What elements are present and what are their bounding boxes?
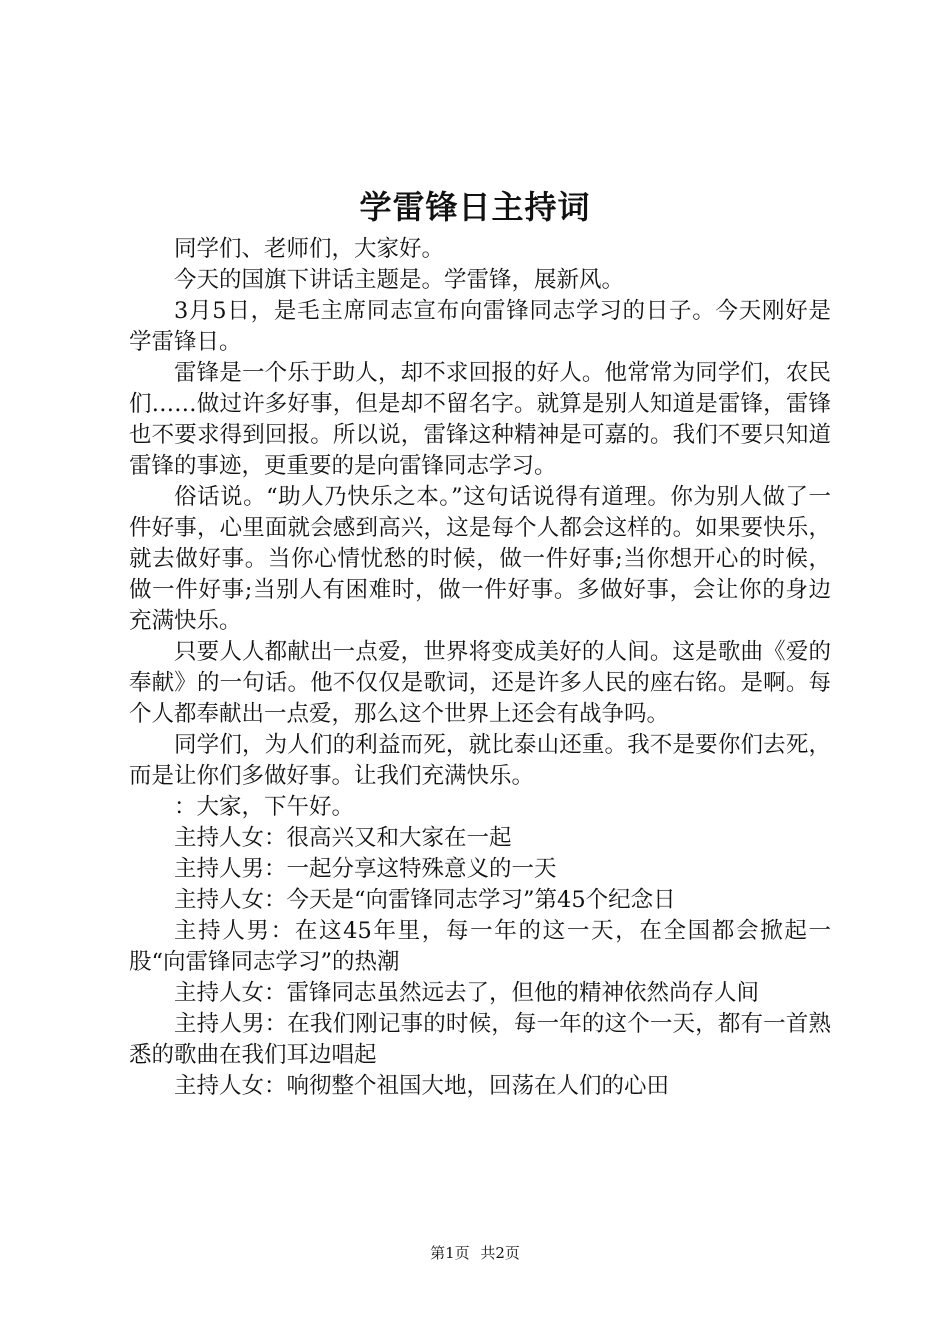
paragraph: 俗话说。“助人乃快乐之本。”这句话说得有道理。你为别人做了一件好事，心里面就会感到高兴，这是每个人都会这样的。如果要快乐，就去做好事。当你心情忧愁的时候，做一件好事;当你想开心的时候，做一件好事;当别人有困难时，做一件好事。多做好事，会让你的身边充满快乐。	[129, 484, 831, 634]
document-body	[129, 234, 831, 1102]
paragraph: 今天的国旗下讲话主题是。学雷锋，展新风。	[174, 267, 625, 293]
paragraph: 同学们，为人们的利益而死，就比泰山还重。我不是要你们去死，而是让你们多做好事。让我们充满快乐。	[129, 732, 831, 789]
paragraph: 主持人女：很高兴又和大家在一起	[174, 825, 512, 851]
page-number: 第1页	[430, 1244, 470, 1262]
paragraph: 主持人男：在这45年里，每一年的这一天，在全国都会掀起一股“向雷锋同志学习”的热潮	[129, 918, 831, 975]
paragraph: 只要人人都献出一点爱，世界将变成美好的人间。这是歌曲《爱的奉献》的一句话。他不仅仅是歌词，还是许多人民的座右铭。是啊。每个人都奉献出一点爱，那么这个世界上还会有战争吗。	[129, 639, 831, 727]
page-total: 共2页	[480, 1244, 520, 1262]
page-footer	[0, 1243, 950, 1263]
paragraph: 主持人女：今天是“向雷锋同志学习”第45个纪念日	[174, 887, 676, 913]
paragraph: 主持人男：一起分享这特殊意义的一天	[174, 856, 557, 882]
paragraph: 同学们、老师们，大家好。	[174, 236, 445, 262]
paragraph: 主持人女：响彻整个祖国大地，回荡在人们的心田	[174, 1073, 670, 1099]
document-title: 学雷锋日主持词	[359, 188, 591, 226]
paragraph: 主持人女：雷锋同志虽然远去了，但他的精神依然尚存人间	[174, 980, 760, 1006]
paragraph: 主持人男：在我们刚记事的时候，每一年的这个一天，都有一首熟悉的歌曲在我们耳边唱起	[129, 1011, 831, 1068]
paragraph: ：大家，下午好。	[174, 794, 355, 820]
paragraph: 3月5日，是毛主席同志宣布向雷锋同志学习的日子。今天刚好是学雷锋日。	[129, 298, 831, 355]
paragraph: 雷锋是一个乐于助人，却不求回报的好人。他常常为同学们，农民们……做过许多好事，但是却不留名字。就算是别人知道是雷锋，雷锋也不要求得到回报。所以说，雷锋这种精神是可嘉的。我们不要只知道雷锋的事迹，更重要的是向雷锋同志学习。	[129, 360, 831, 479]
